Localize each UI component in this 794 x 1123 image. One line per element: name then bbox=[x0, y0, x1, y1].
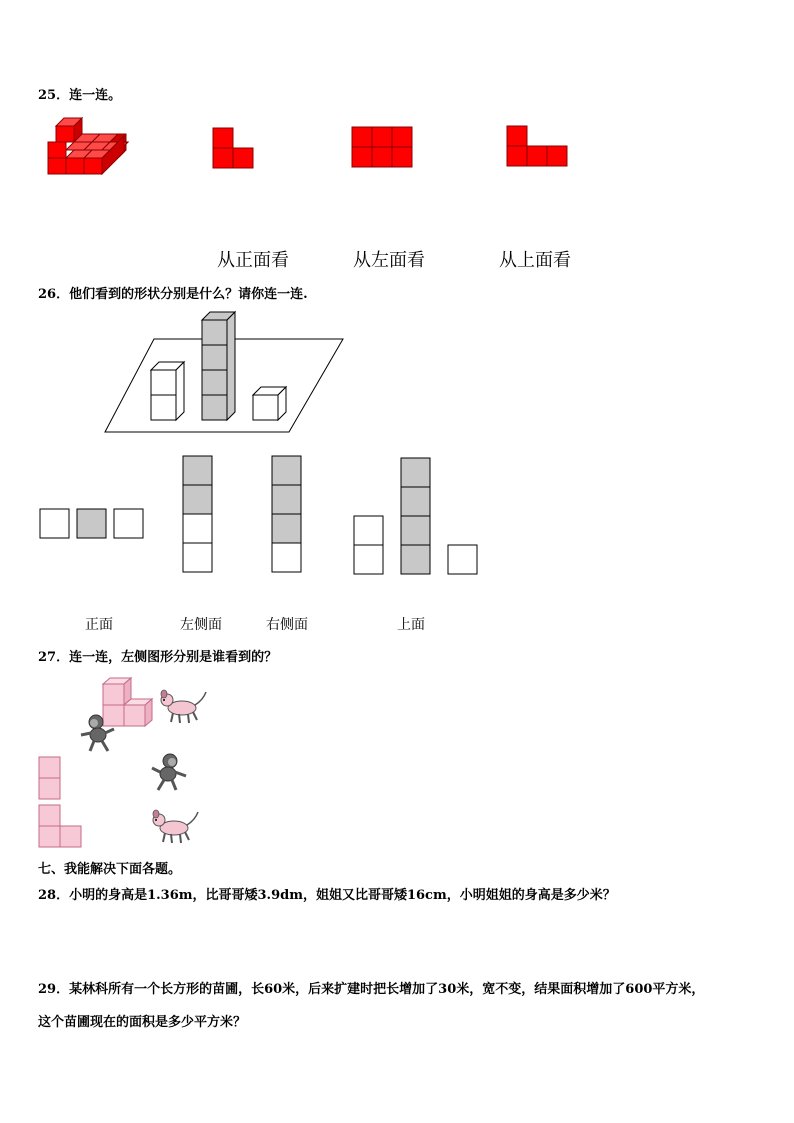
q26-title: 26．他们看到的形状分别是什么？请你连一连. bbox=[38, 287, 308, 302]
q26-label-top: 上面 bbox=[397, 617, 425, 633]
q25-view-2x3-shape bbox=[351, 126, 416, 171]
dog-icon bbox=[158, 688, 208, 726]
monkey-icon bbox=[78, 713, 118, 753]
q25-label-front: 从正面看 bbox=[217, 250, 289, 271]
q25-view-l-shape bbox=[212, 127, 257, 172]
monkey-icon bbox=[150, 752, 190, 792]
q25-label-left: 从左面看 bbox=[353, 250, 425, 271]
q26-label-right-side: 右侧面 bbox=[266, 617, 308, 633]
q26-option-right-side bbox=[271, 455, 304, 575]
q26-option-front bbox=[39, 508, 149, 540]
dog-icon bbox=[150, 808, 200, 846]
q25-title: 25．连一连。 bbox=[38, 88, 122, 103]
q26-label-front: 正面 bbox=[85, 617, 113, 633]
q27-title: 27．连一连，左侧图形分别是谁看到的？ bbox=[38, 650, 278, 665]
q26-option-left-side bbox=[182, 455, 215, 575]
q27-pink-l-shape bbox=[38, 804, 83, 849]
q28-text: 28．小明的身高是1.36m，比哥哥矮3.9dm，姐姐又比哥哥矮16cm，小明姐姐的身高是多少米？ bbox=[38, 888, 616, 903]
q26-option-top bbox=[353, 456, 483, 578]
q25-label-top: 从上面看 bbox=[499, 250, 571, 271]
q29-line1: 29．某林科所有一个长方形的苗圃，长60米，后来扩建时把长增加了30米，宽不变，结果面积增加了600平方米， bbox=[38, 982, 705, 997]
q25-view-long-l-shape bbox=[506, 125, 571, 170]
q26-scene-figure bbox=[103, 308, 353, 438]
q26-label-left-side: 左侧面 bbox=[180, 617, 222, 633]
q29-line2: 这个苗圃现在的面积是多少平方米？ bbox=[38, 1015, 247, 1030]
q25-red-3d-solid bbox=[44, 114, 134, 179]
q27-pink-column-shape bbox=[38, 756, 62, 800]
section7-title: 七、我能解决下面各题。 bbox=[38, 862, 182, 877]
